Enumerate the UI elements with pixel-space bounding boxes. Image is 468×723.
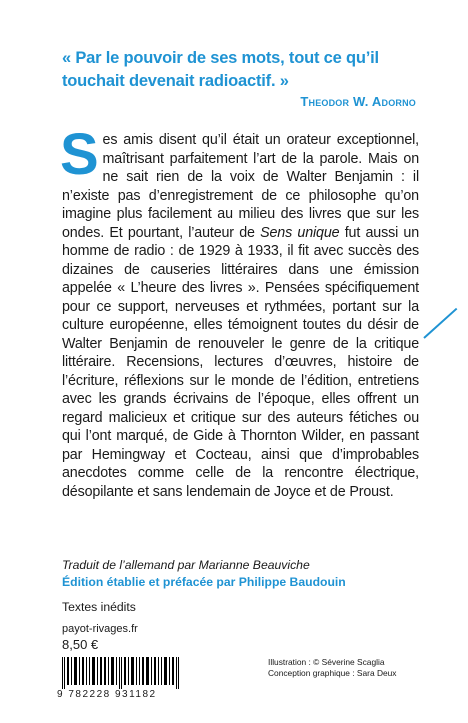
credits-block [62,557,422,591]
edition-credit: Édition établie et préfacée par Philippe Baudouin [62,575,346,589]
publisher-website: payot-rivages.fr [62,623,138,635]
barcode-bars-icon [62,657,182,689]
translator-credit: Traduit de l’allemand par Marianne Beauviche [62,558,310,572]
book-title-italic: Sens unique [260,224,340,241]
back-cover-blurb [60,122,420,501]
quote-author: Theodor W. Adorno [300,94,416,109]
pull-quote: « Par le pouvoir de ses mots, tout ce qu’il touchait devenait radioactif. » [62,49,379,90]
decorative-blue-stroke [423,308,457,339]
isbn-number: 9 782228 931182 [57,689,157,700]
blurb-text-part2: fut aussi un homme de radio : de 1929 à 1933, il fit avec succès des dizaines de causeries littéraires dans une émission appelée « L’heure des livres ». Pensées spécifiquement pour ce support, nerveuses et rythmées, portant sur la culture européenne, elles témoignent toutes du désir de Walter Benjamin de renouveler le genre de la critique littéraire. Recensions, lectures d’œuvres, histoire de l’écriture, réflexions sur le monde de l’édition, entretiens avec les grands écrivains de l’époque, elles offrent un regard malicieux et critique sur des auteurs fétiches ou qui l’ont marqué, de Gide à Thornton Wilder, en passant par Hemingway et Cocteau, ainsi que d’improbables anecdotes comme celle de la rencontre électrique, désopilante et sans lendemain de Joyce et de Proust. [62,224,420,500]
drop-cap: S [60,122,99,187]
price: 8,50 € [62,637,99,652]
blurb-text-part1: es amis disent qu’il était un orateur exceptionnel, maîtrisant parfaitement l’art de la parole. Mais on ne sait rien de la voix de Walter Benjamin : il n’existe pas d’enregistrement de ce philosophe qu’on imagine plus facilement au milieu des livres que sur les ondes. Et pourtant, l’auteur de [62,132,419,241]
unpublished-note: Textes inédits [62,600,136,614]
illustration-credits [268,657,428,678]
design-credit: Conception graphique : Sara Deux [268,667,397,678]
illustration-credit: Illustration : © Séverine Scaglia [268,657,385,667]
